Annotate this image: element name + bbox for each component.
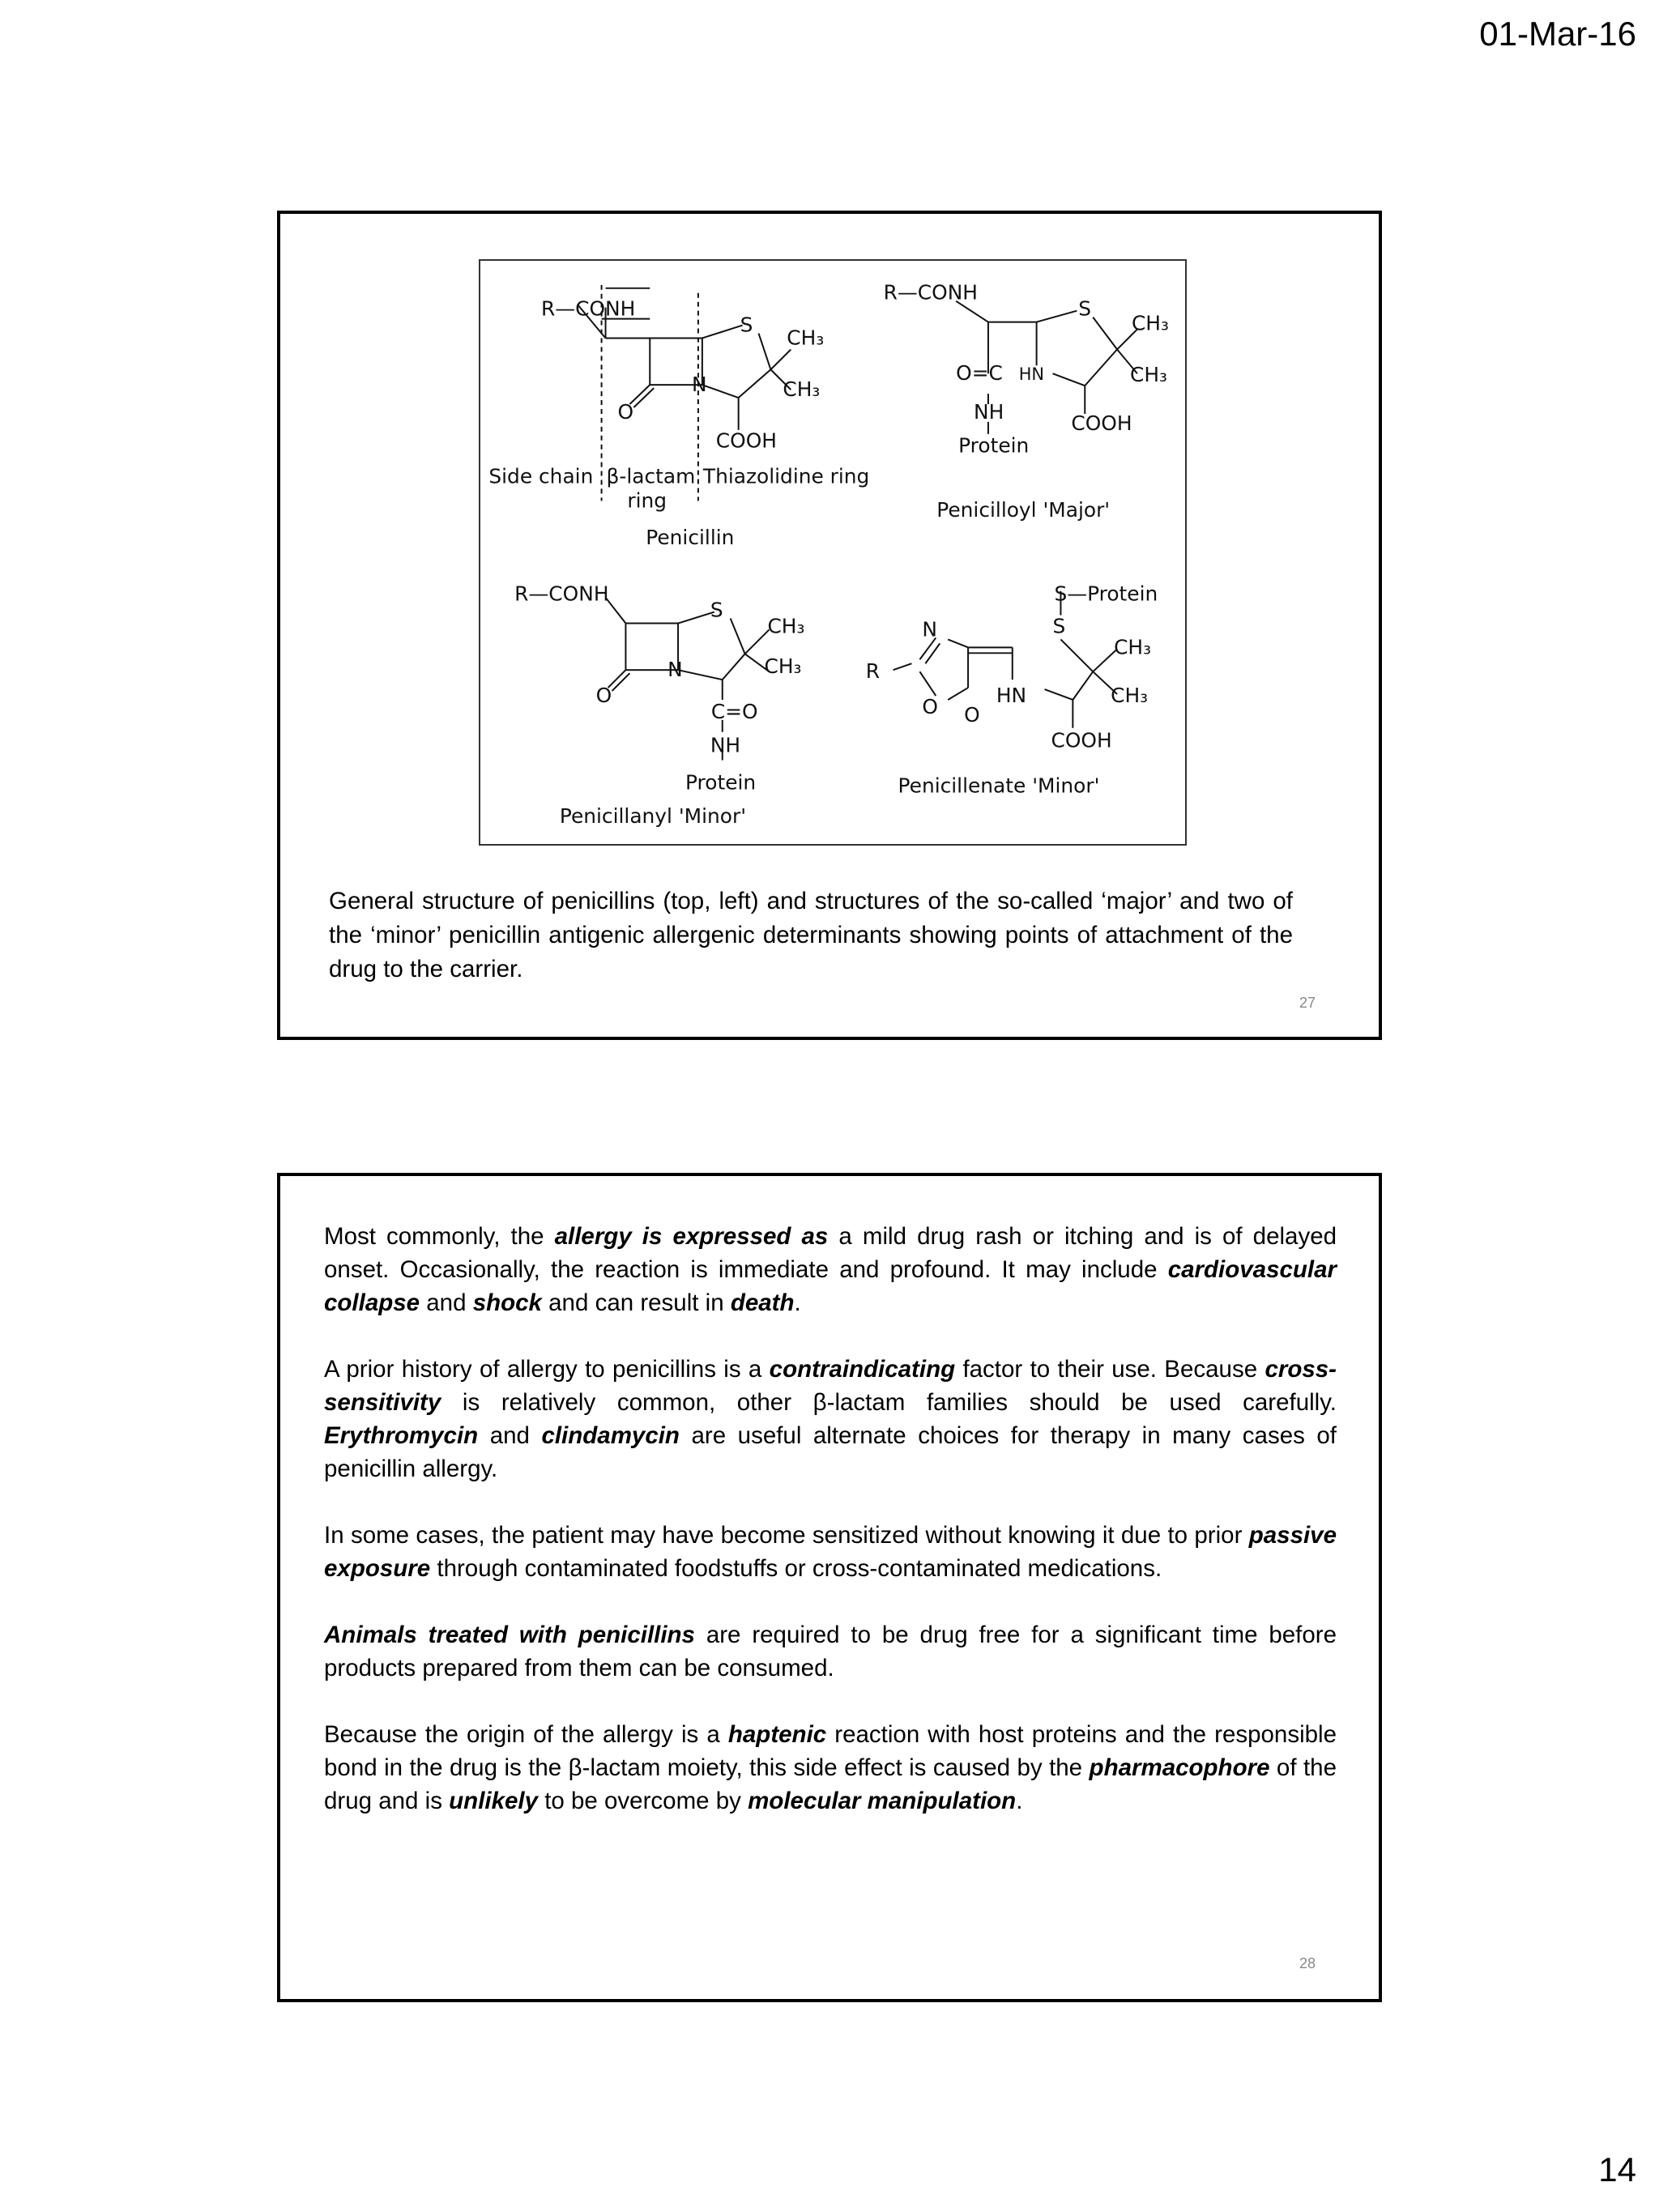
penicillin-name: Penicillin	[646, 526, 735, 550]
penicillin-ring: ring	[627, 488, 667, 513]
structures-drawing	[480, 261, 1185, 844]
emphasis: cross-sensitivity	[324, 1356, 1337, 1416]
penicillenate-ch3-a: CH₃	[1114, 635, 1152, 659]
emphasis: shock	[472, 1289, 542, 1316]
paragraph-prior-history: A prior history of allergy to penicillins is a contraindicating factor to their use. Because cross-sensitivity is relatively common, other β-lactam families should be used carefully. Erythromycin and clindamycin are useful alternate choices for therapy in many cases of penicillin allergy.	[324, 1356, 1337, 1482]
emphasis: Erythromycin	[324, 1422, 479, 1449]
slide-28	[277, 1173, 1382, 2002]
emphasis: death	[730, 1289, 795, 1316]
penicillanyl-nh: NH	[710, 733, 741, 757]
emphasis: molecular manipulation	[748, 1788, 1017, 1814]
penicillanyl-ch3-b: CH₃	[764, 654, 802, 679]
emphasis: cardiovascular collapse	[324, 1256, 1337, 1316]
penicilloyl-ch3-a: CH₃	[1131, 311, 1169, 335]
paragraph-allergy-expression: Most commonly, the allergy is expressed as a mild drug rash or itching and is of delayed onset. Occasionally, the reaction is immediate and profound. It may include cardiovascular collapse and shock and can result in death.	[324, 1223, 1337, 1316]
penicilloyl-oc: O=C	[956, 361, 1003, 386]
penicillanyl-o: O	[595, 683, 612, 707]
penicillin-n: N	[691, 373, 707, 397]
penicillanyl-protein: Protein	[685, 770, 757, 795]
penicillin-structures-figure	[479, 259, 1187, 846]
penicillanyl-co: C=O	[710, 699, 758, 723]
penicillanyl-rconh: R—CONH	[514, 582, 609, 606]
penicilloyl-hn: HN	[1018, 364, 1045, 385]
penicillenate-o-carbonyl: O	[964, 702, 980, 727]
penicillin-o: O	[617, 399, 634, 424]
emphasis: allergy is expressed as	[554, 1223, 829, 1250]
emphasis: pharmacophore	[1089, 1754, 1270, 1781]
emphasis: contraindicating	[769, 1356, 956, 1383]
penicilloyl-name: Penicilloyl 'Major'	[936, 498, 1111, 522]
emphasis: unlikely	[449, 1788, 539, 1814]
emphasis: haptenic	[727, 1721, 827, 1748]
penicillenate-ch3-b: CH₃	[1111, 683, 1149, 707]
slide-body	[324, 1220, 1337, 1851]
penicilloyl-protein: Protein	[958, 433, 1030, 458]
penicillanyl-n: N	[667, 658, 683, 682]
emphasis: clindamycin	[541, 1422, 680, 1449]
penicillin-thiazolidine: Thiazolidine ring	[702, 464, 870, 488]
penicillenate-cooh: COOH	[1051, 728, 1112, 752]
penicilloyl-cooh: COOH	[1071, 411, 1132, 435]
penicillin-beta-lactam: β-lactam	[606, 464, 696, 488]
emphasis: passive exposure	[324, 1522, 1337, 1582]
penicillenate-hn: HN	[996, 683, 1027, 707]
penicillenate-n: N	[922, 617, 937, 641]
penicillin-rconh: R—CONH	[541, 296, 636, 321]
penicillin-side-chain: Side chain	[488, 464, 594, 488]
paragraph-sensitization: In some cases, the patient may have become sensitized without knowing it due to prior passive exposure through contaminated foodstuffs or cross-contaminated medications.	[324, 1522, 1337, 1582]
penicillanyl-ch3-a: CH₃	[767, 614, 805, 638]
paragraph-animals: Animals treated with penicillins are required to be drug free for a significant time before products prepared from them can be consumed.	[324, 1622, 1337, 1681]
penicillenate-s: S	[1052, 614, 1066, 638]
penicillenate-name: Penicillenate 'Minor'	[898, 774, 1100, 798]
penicillin-s: S	[740, 313, 753, 337]
penicillenate-r: R	[865, 659, 881, 684]
penicilloyl-s: S	[1078, 296, 1092, 321]
slide-number: 28	[1299, 1955, 1316, 1971]
paragraph-haptenic: Because the origin of the allergy is a haptenic reaction with host proteins and the responsible bond in the drug is the β-lactam moiety, this side effect is caused by the pharmacophore of the drug and is unlikely to be overcome by molecular manipulation.	[324, 1721, 1337, 1814]
penicilloyl-nh: NH	[974, 399, 1004, 424]
page-number: 14	[1598, 2150, 1636, 2189]
slide-27	[277, 211, 1382, 1040]
penicillin-ch3-b: CH₃	[783, 377, 821, 402]
penicilloyl-rconh: R—CONH	[883, 280, 979, 305]
penicillanyl-s: S	[710, 598, 723, 622]
penicillanyl-name: Penicillanyl 'Minor'	[559, 804, 747, 829]
penicillin-cooh: COOH	[715, 428, 777, 453]
penicillin-ch3-a: CH₃	[787, 326, 825, 350]
penicillenate-o-ring: O	[922, 694, 938, 718]
penicilloyl-ch3-b: CH₃	[1129, 363, 1167, 387]
slide-number: 27	[1299, 995, 1316, 1011]
header-date: 01-Mar-16	[1479, 15, 1636, 53]
penicillenate-s-protein: S—Protein	[1054, 582, 1158, 606]
figure-caption: General structure of penicillins (top, left) and structures of the so-called ‘major’ and two of the ‘minor’ penicillin antigenic allergenic determinants showing points of attachment of the drug to the carrier.	[329, 888, 1293, 982]
emphasis: Animals treated with penicillins	[324, 1622, 695, 1648]
